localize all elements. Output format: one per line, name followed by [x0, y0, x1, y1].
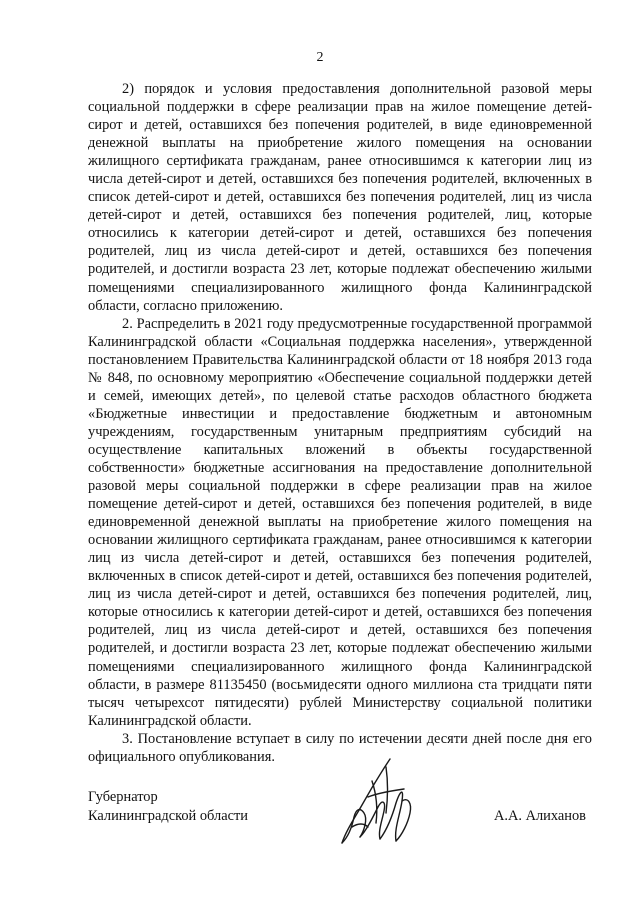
- document-body: [88, 80, 592, 766]
- paragraph-section-2: 2. Распределить в 2021 году предусмотренные государственной программой Калининградской области «Социальная поддержка населения», утвержденной постановлением Правительства Калининградской области от 18 ноября 2013 года № 848, по основному мероприятию «Обеспечение социальной поддержки детей и семей, имеющих детей», по целевой статье расходов областного бюджета «Бюджетные инвестиции и предоставление бюджетным и автономным учреждениям, государственным унитарным предприятиям субсидий на осуществление капитальных вложений в объекты государственной собственности» бюджетные ассигнования на предоставление дополнительной разовой меры социальной поддержки в сфере реализации прав на жилое помещение детей-сирот и детей, оставшихся без попечения родителей, в виде единовременной денежной выплаты на приобретение жилого помещения на основании жилищного сертификата гражданам, ранее относившимся к категории лиц из числа детей-сирот и детей, оставшихся без попечения родителей, включенных в список детей-сирот и детей, оставшихся без попечения родителей, лиц из числа детей-сирот и детей, оставшихся без попечения родителей, лиц, которые относились к категории детей-сирот и детей, оставшихся без попечения родителей, лиц из числа детей-сирот и детей, оставшихся без попечения родителей, и достигли возраста 23 лет, которые подлежат обеспечению жилыми помещениями специализированного жилищного фонда Калининградской области, в размере 81135450 (восьмидесяти одного миллиона ста тридцати пяти тысяч четырехсот пятидесяти) рублей Министерству социальной политики Калининградской области.: [88, 315, 592, 729]
- paragraph-item-2: 2) порядок и условия предоставления дополнительной разовой меры социальной поддержки в сфере реализации прав на жилое помещение детей-сирот и детей, оставшихся без попечения родителей, в виде единовременной денежной выплаты на приобретение жилого помещения на основании жилищного сертификата гражданам, ранее относившимся к категории лиц из числа детей-сирот и детей, оставшихся без попечения родителей, включенных в список детей-сирот и детей, оставшихся без попечения родителей, лиц из числа детей-сирот и детей, оставшихся без попечения родителей, лиц, которые относились к категории детей-сирот и детей, оставшихся без попечения родителей, лиц из числа детей-сирот и детей, оставшихся без попечения родителей, и достигли возраста 23 лет, которые подлежат обеспечению жилыми помещениями специализированного жилищного фонда Калининградской области, согласно приложению.: [88, 81, 592, 314]
- paragraph-section-3: 3. Постановление вступает в силу по истечении десяти дней после дня его официального опубликования.: [88, 730, 592, 765]
- handwritten-signature: [338, 757, 418, 849]
- signature-block: [88, 788, 248, 826]
- signer-name: А.А. Алиханов: [494, 808, 586, 824]
- signer-position-line1: Губернатор: [88, 789, 158, 805]
- page-number: 2: [316, 50, 324, 65]
- signer-position-line2: Калининградской области: [88, 808, 248, 824]
